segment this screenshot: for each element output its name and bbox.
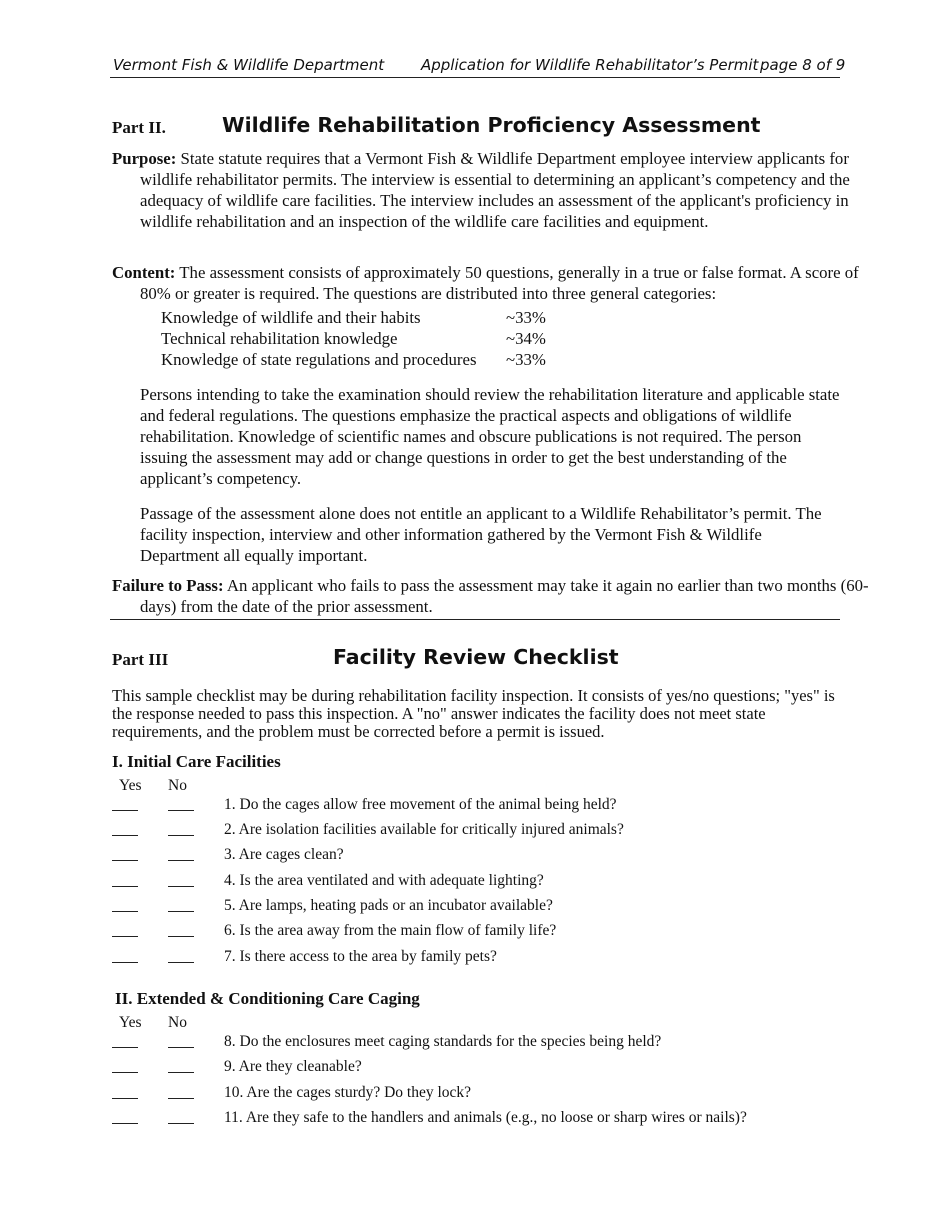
purpose-label: Purpose: (112, 149, 177, 168)
checklist-item (112, 821, 842, 846)
no-answer-blank[interactable] (168, 860, 194, 861)
part2-label: Part II. (112, 118, 166, 137)
question-text: 5. Are lamps, heating pads or an incubator available? (224, 897, 553, 914)
header-department: Vermont Fish & Wildlife Department (113, 56, 385, 74)
failure-label: Failure to Pass: (112, 576, 224, 595)
purpose-text: State statute requires that a Vermont Fish & Wildlife Department employee interview applicants for wildlife rehabilitator permits. The interview is essential to determining an applicant’s competency and the adequacy of wildlife care facilities. The interview includes an assessment of the applicant's proficiency in wildlife rehabilitation and an inspection of the wildlife care facilities and equipment. (140, 149, 850, 231)
no-column-label: No (168, 777, 187, 794)
section2-title: II. Extended & Conditioning Care Caging (115, 989, 420, 1008)
failure-paragraph (112, 575, 870, 617)
yes-answer-blank[interactable] (112, 886, 138, 887)
passage-paragraph: Passage of the assessment alone does not entitle an applicant to a Wildlife Rehabilitator’s permit. The facility inspection, interview and other information gathered by the Vermont Fish & Wildlife Department all equally important. (140, 504, 822, 565)
yes-no-header (112, 777, 212, 797)
checklist-item (112, 948, 842, 973)
question-text: 6. Is the area away from the main flow of family life? (224, 922, 557, 939)
category-distribution (161, 307, 581, 370)
yes-answer-blank[interactable] (112, 1123, 138, 1124)
question-text: 10. Are the cages sturdy? Do they lock? (224, 1084, 472, 1101)
yes-answer-blank[interactable] (112, 911, 138, 912)
failure-text: An applicant who fails to pass the assessment may take it again no earlier than two months (60-days) from the date of the prior assessment. (140, 576, 869, 616)
no-answer-blank[interactable] (168, 1123, 194, 1124)
purpose-paragraph (112, 148, 870, 232)
checklist-item (112, 1109, 842, 1134)
no-answer-blank[interactable] (168, 810, 194, 811)
no-answer-blank[interactable] (168, 911, 194, 912)
no-answer-blank[interactable] (168, 1072, 194, 1073)
checklist-item (112, 897, 842, 922)
content-label: Content: (112, 263, 176, 282)
no-column-label: No (168, 1014, 187, 1031)
category-label: Knowledge of state regulations and procedures (161, 350, 477, 369)
category-percent: ~33% (506, 350, 546, 369)
checklist-item (112, 846, 842, 871)
yes-answer-blank[interactable] (112, 1072, 138, 1073)
checklist-item (112, 922, 842, 947)
yes-answer-blank[interactable] (112, 835, 138, 836)
checklist-intro: This sample checklist may be during rehabilitation facility inspection. It consists of yes/no questions; "yes" is the response needed to pass this inspection. A "no" answer indicates the facility does not meet state requirements, and the problem must be corrected before a permit is issued. (112, 686, 835, 741)
category-row (161, 307, 581, 328)
part3-label: Part III (112, 650, 169, 669)
yes-answer-blank[interactable] (112, 962, 138, 963)
category-row (161, 328, 581, 349)
yes-column-label: Yes (119, 1014, 142, 1031)
header-page-number: page 8 of 9 (760, 56, 846, 74)
checklist-item (112, 1084, 842, 1109)
no-answer-blank[interactable] (168, 962, 194, 963)
content-text: The assessment consists of approximately 50 questions, generally in a true or false format. A score of 80% or greater is required. The questions are distributed into three general categories: (140, 263, 859, 303)
question-text: 1. Do the cages allow free movement of the animal being held? (224, 796, 617, 813)
question-text: 11. Are they safe to the handlers and animals (e.g., no loose or sharp wires or nails)? (224, 1109, 747, 1126)
part2-title: Wildlife Rehabilitation Proficiency Assessment (222, 113, 761, 137)
header-form-title: Application for Wildlife Rehabilitator’s Permit (421, 56, 759, 74)
no-answer-blank[interactable] (168, 1047, 194, 1048)
question-text: 3. Are cages clean? (224, 846, 344, 863)
category-percent: ~33% (506, 308, 546, 327)
page-header (110, 56, 846, 78)
yes-answer-blank[interactable] (112, 1047, 138, 1048)
category-row (161, 349, 581, 370)
section1-title: I. Initial Care Facilities (112, 752, 281, 771)
yes-answer-blank[interactable] (112, 1098, 138, 1099)
no-answer-blank[interactable] (168, 835, 194, 836)
no-answer-blank[interactable] (168, 1098, 194, 1099)
no-answer-blank[interactable] (168, 936, 194, 937)
question-text: 2. Are isolation facilities available for critically injured animals? (224, 821, 624, 838)
yes-column-label: Yes (119, 777, 142, 794)
checklist-item (112, 1033, 842, 1058)
checklist-item (112, 872, 842, 897)
question-text: 7. Is there access to the area by family pets? (224, 948, 497, 965)
checklist-item (112, 796, 842, 821)
category-label: Technical rehabilitation knowledge (161, 329, 398, 348)
category-label: Knowledge of wildlife and their habits (161, 308, 421, 327)
checklist-item (112, 1058, 842, 1083)
yes-no-header (112, 1014, 212, 1034)
question-text: 4. Is the area ventilated and with adequate lighting? (224, 872, 544, 889)
no-answer-blank[interactable] (168, 886, 194, 887)
yes-answer-blank[interactable] (112, 860, 138, 861)
category-percent: ~34% (506, 329, 546, 348)
content-paragraph (112, 262, 870, 304)
section-divider (110, 619, 840, 620)
part3-title: Facility Review Checklist (333, 645, 619, 669)
persons-paragraph: Persons intending to take the examination should review the rehabilitation literature and applicable state and federal regulations. The questions emphasize the practical aspects and obligations of wildlife rehabilitation. Knowledge of scientific names and obscure publications is not required. The person issuing the assessment may add or change questions in order to get the best understanding of the applicant’s competency. (140, 385, 840, 488)
question-text: 8. Do the enclosures meet caging standards for the species being held? (224, 1033, 662, 1050)
question-text: 9. Are they cleanable? (224, 1058, 362, 1075)
yes-answer-blank[interactable] (112, 936, 138, 937)
yes-answer-blank[interactable] (112, 810, 138, 811)
